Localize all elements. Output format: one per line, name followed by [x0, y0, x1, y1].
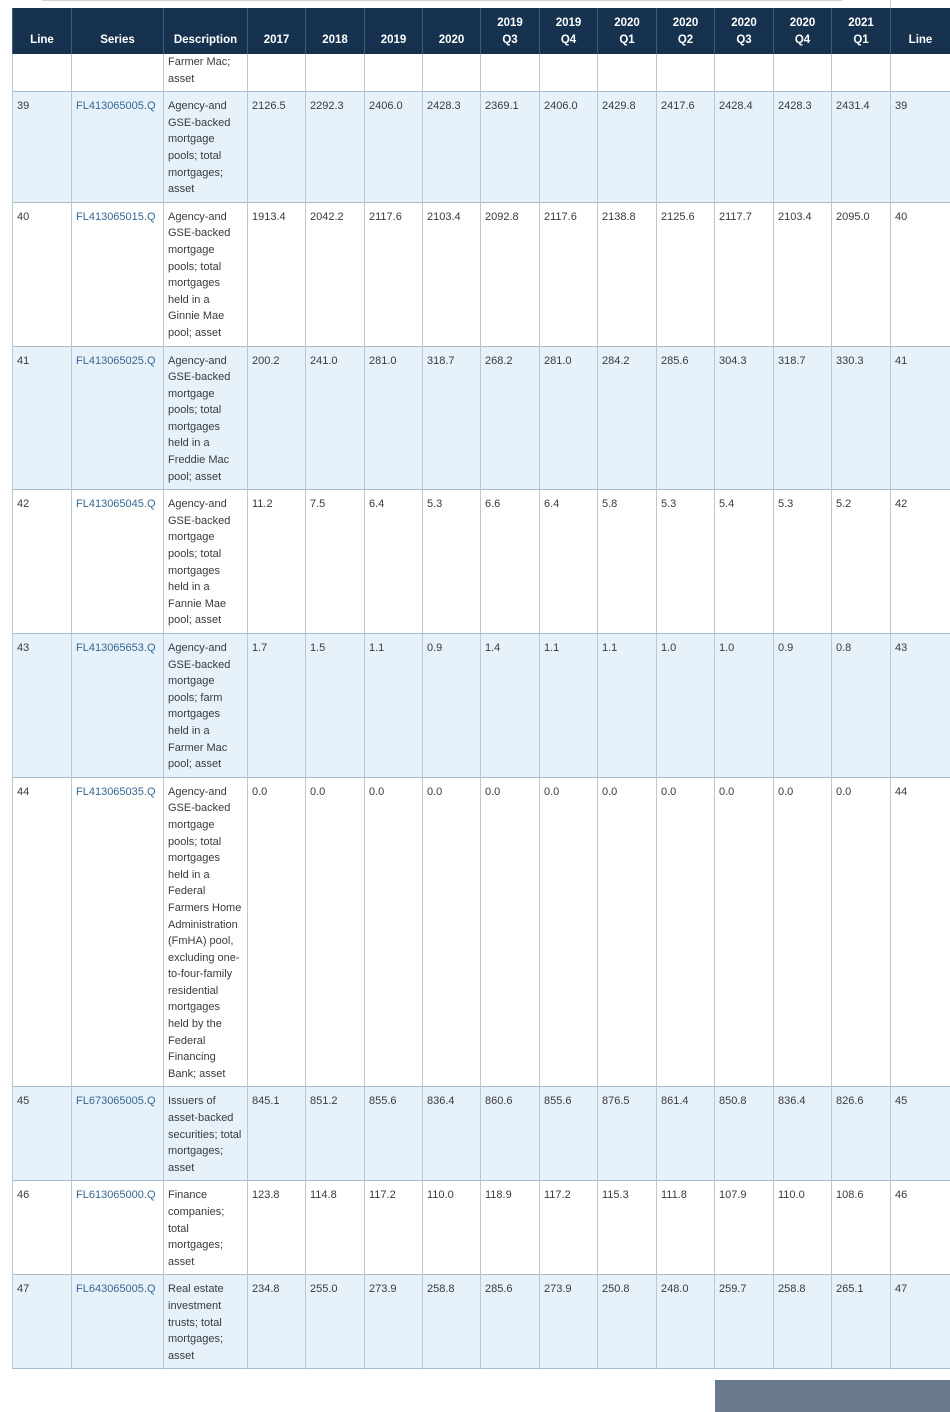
column-header[interactable] [715, 8, 774, 54]
cell-description: Agency-and GSE-backed mortgage pools; total mortgages; asset [164, 92, 248, 203]
cell-value: 5.2 [832, 490, 891, 634]
cell-value: 836.4 [423, 1087, 481, 1181]
cell-value: 0.0 [423, 777, 481, 1087]
cell-value: 281.0 [365, 346, 423, 490]
column-header-line2: Line [908, 34, 933, 46]
cell-value: 250.8 [598, 1275, 657, 1369]
column-header-line1: 2019 [497, 17, 523, 29]
table-header [13, 8, 950, 54]
cell-value: 1.0 [715, 634, 774, 778]
column-header-line2: Q1 [853, 34, 869, 46]
column-header[interactable] [13, 8, 72, 54]
cell-value: 2095.0 [832, 202, 891, 346]
cell-value: 845.1 [248, 1087, 306, 1181]
column-header[interactable] [423, 8, 481, 54]
cell-value: 2431.4 [832, 92, 891, 203]
cell-value: 6.6 [481, 490, 540, 634]
cell-value: 876.5 [598, 1087, 657, 1181]
cell-value: 248.0 [657, 1275, 715, 1369]
cell-value: 241.0 [306, 346, 365, 490]
column-header[interactable] [891, 8, 950, 54]
cell-value: 268.2 [481, 346, 540, 490]
cell-value: 234.8 [248, 1275, 306, 1369]
cell-value: 1.1 [365, 634, 423, 778]
cell-value: 2117.7 [715, 202, 774, 346]
cell-line-right: 42 [891, 490, 950, 634]
cell-line: 43 [13, 634, 72, 778]
table-row [13, 1087, 950, 1181]
cell-line: 42 [13, 490, 72, 634]
cell-value: 259.7 [715, 1275, 774, 1369]
cell-value: 2138.8 [598, 202, 657, 346]
table-row [13, 202, 950, 346]
series-link[interactable]: FL613065000.Q [72, 1181, 164, 1275]
cell-value: 2369.1 [481, 92, 540, 203]
cell-description: Real estate investment trusts; total mortgages; asset [164, 1275, 248, 1369]
column-header[interactable] [598, 8, 657, 54]
column-header[interactable] [832, 8, 891, 54]
cell-value: 6.4 [540, 490, 598, 634]
cell-line: 39 [13, 92, 72, 203]
cell-value: 304.3 [715, 346, 774, 490]
cell-value: 285.6 [657, 346, 715, 490]
cell-value: 2429.8 [598, 92, 657, 203]
cell-value: 200.2 [248, 346, 306, 490]
cell-line: 41 [13, 346, 72, 490]
cell-series [72, 54, 164, 92]
cell-value: 108.6 [832, 1181, 891, 1275]
cell-value: 861.4 [657, 1087, 715, 1181]
cell-value: 117.2 [365, 1181, 423, 1275]
cell-value: 258.8 [423, 1275, 481, 1369]
column-header-line2: Q3 [502, 34, 518, 46]
cell-value: 118.9 [481, 1181, 540, 1275]
cell-value: 836.4 [774, 1087, 832, 1181]
cell-value: 265.1 [832, 1275, 891, 1369]
series-link[interactable]: FL413065653.Q [72, 634, 164, 778]
cell-value: 7.5 [306, 490, 365, 634]
cell-value: 2103.4 [423, 202, 481, 346]
cell-value: 0.0 [306, 777, 365, 1087]
cell-value: 850.8 [715, 1087, 774, 1181]
cell-value: 114.8 [306, 1181, 365, 1275]
cell-value: 5.3 [657, 490, 715, 634]
cell-value: 273.9 [365, 1275, 423, 1369]
cell-line-right: 39 [891, 92, 950, 203]
cell-value: 255.0 [306, 1275, 365, 1369]
column-header-line1: 2020 [731, 17, 757, 29]
cell-value: 0.0 [248, 777, 306, 1087]
cell-value: 826.6 [832, 1087, 891, 1181]
cell-value: 2092.8 [481, 202, 540, 346]
cell-value: 0.8 [832, 634, 891, 778]
cell-value: 0.0 [598, 777, 657, 1087]
table-body [13, 54, 950, 1369]
cell-value: 1.1 [540, 634, 598, 778]
cell-value: 258.8 [774, 1275, 832, 1369]
column-header-line2: Q2 [677, 34, 694, 46]
cell-value: 117.2 [540, 1181, 598, 1275]
top-strip-edge [890, 0, 950, 8]
top-strip [12, 0, 950, 8]
cell-value: 855.6 [540, 1087, 598, 1181]
cell-value: 111.8 [657, 1181, 715, 1275]
cell-value: 5.4 [715, 490, 774, 634]
column-header-line1: 2019 [555, 17, 582, 29]
cell-line: 47 [13, 1275, 72, 1369]
cell-value: 5.3 [774, 490, 832, 634]
column-header-line2: 2020 [438, 34, 465, 46]
column-header-line2: Line [30, 34, 54, 46]
column-header[interactable] [306, 8, 365, 54]
series-link[interactable]: FL413065045.Q [72, 490, 164, 634]
cell-line-right: 44 [891, 777, 950, 1087]
column-header-line2: Q3 [736, 34, 752, 46]
cell-value: 2042.2 [306, 202, 365, 346]
cell-description: Agency-and GSE-backed mortgage pools; total mortgages held in a Federal Farmers Home Administration (FmHA) pool, excluding one-to-four-family residential mortgages held by the Federal Financing Bank; asset [164, 777, 248, 1087]
cell-value: 2126.5 [248, 92, 306, 203]
series-link[interactable]: FL643065005.Q [72, 1275, 164, 1369]
cell-line: 44 [13, 777, 72, 1087]
cell-value: 284.2 [598, 346, 657, 490]
cell-value: 2417.6 [657, 92, 715, 203]
header-row [13, 8, 950, 54]
series-link[interactable]: FL673065005.Q [72, 1087, 164, 1181]
column-header-line2: 2019 [380, 34, 407, 46]
cell-value: 0.0 [657, 777, 715, 1087]
data-table [12, 8, 950, 1369]
cell-line: 40 [13, 202, 72, 346]
column-header-line1: 2020 [672, 17, 699, 29]
cell-value: 5.8 [598, 490, 657, 634]
table-row [13, 634, 950, 778]
cell-line-right: 46 [891, 1181, 950, 1275]
cell-description: Agency-and GSE-backed mortgage pools; farm mortgages held in a Farmer Mac pool; asset [164, 634, 248, 778]
cell-line-right: 41 [891, 346, 950, 490]
column-header[interactable] [481, 8, 540, 54]
cell-description: Finance companies; total mortgages; asset [164, 1181, 248, 1275]
cell-value: 2406.0 [540, 92, 598, 203]
cell-value: 110.0 [423, 1181, 481, 1275]
cell-value: 851.2 [306, 1087, 365, 1181]
cell-value: 0.0 [481, 777, 540, 1087]
cell-value: 5.3 [423, 490, 481, 634]
cell-line: 46 [13, 1181, 72, 1275]
cell-description: Agency-and GSE-backed mortgage pools; total mortgages held in a Fannie Mae pool; asset [164, 490, 248, 634]
column-header[interactable] [774, 8, 832, 54]
table-row [13, 92, 950, 203]
cell-value: 107.9 [715, 1181, 774, 1275]
cell-line: 45 [13, 1087, 72, 1181]
cell-value: 1.1 [598, 634, 657, 778]
table-row-partial [13, 54, 950, 92]
cell-value: 2117.6 [540, 202, 598, 346]
cell-value: 6.4 [365, 490, 423, 634]
table-row [13, 1275, 950, 1369]
cell-value: 273.9 [540, 1275, 598, 1369]
cell-description: Agency-and GSE-backed mortgage pools; total mortgages held in a Freddie Mac pool; asset [164, 346, 248, 490]
cell-line [13, 54, 72, 92]
cell-line-right: 40 [891, 202, 950, 346]
cell-value: 2125.6 [657, 202, 715, 346]
column-header-line2: Q4 [794, 34, 811, 46]
cell-value: 0.0 [715, 777, 774, 1087]
column-header-line1: 2020 [789, 17, 816, 29]
column-header-line2: 2017 [263, 34, 290, 46]
cell-value: 1.0 [657, 634, 715, 778]
cell-description: Agency-and GSE-backed mortgage pools; total mortgages held in a Ginnie Mae pool; asset [164, 202, 248, 346]
table-row [13, 490, 950, 634]
cell-description: Issuers of asset-backed securities; total mortgages; asset [164, 1087, 248, 1181]
cell-value: 1.7 [248, 634, 306, 778]
cell-value: 11.2 [248, 490, 306, 634]
cell-value: 281.0 [540, 346, 598, 490]
column-header-line1: 2021 [848, 17, 874, 29]
column-header[interactable] [657, 8, 715, 54]
cell-value: 1.5 [306, 634, 365, 778]
cell-value: 860.6 [481, 1087, 540, 1181]
cell-value: 0.9 [423, 634, 481, 778]
table-row [13, 777, 950, 1087]
column-header-line2: Q4 [560, 34, 577, 46]
cell-description: Farmer Mac; asset [164, 54, 248, 92]
column-header-line2: Series [100, 34, 135, 46]
cell-value: 2406.0 [365, 92, 423, 203]
cell-value: 330.3 [832, 346, 891, 490]
cell-value: 285.6 [481, 1275, 540, 1369]
cell-value: 123.8 [248, 1181, 306, 1275]
cell-value: 0.0 [774, 777, 832, 1087]
cell-line-right: 47 [891, 1275, 950, 1369]
cell-value: 2117.6 [365, 202, 423, 346]
footer-bar [715, 1380, 950, 1412]
cell-value: 2292.3 [306, 92, 365, 203]
cell-value: 0.0 [832, 777, 891, 1087]
cell-value: 855.6 [365, 1087, 423, 1181]
cell-value: 2428.4 [715, 92, 774, 203]
column-header[interactable] [540, 8, 598, 54]
cell-line-right: 45 [891, 1087, 950, 1181]
table-row [13, 1181, 950, 1275]
cell-value: 2428.3 [423, 92, 481, 203]
table-row [13, 346, 950, 490]
series-link[interactable]: FL413065005.Q [72, 92, 164, 203]
series-link[interactable]: FL413065035.Q [72, 777, 164, 1087]
cell-line-right: 43 [891, 634, 950, 778]
series-link[interactable]: FL413065025.Q [72, 346, 164, 490]
column-header-line2: 2018 [322, 34, 348, 46]
cell-value: 0.9 [774, 634, 832, 778]
cell-value: 1.4 [481, 634, 540, 778]
cell-value: 115.3 [598, 1181, 657, 1275]
cell-value: 1913.4 [248, 202, 306, 346]
cell-value: 0.0 [365, 777, 423, 1087]
column-header[interactable] [365, 8, 423, 54]
cell-value: 2103.4 [774, 202, 832, 346]
cell-value: 2428.3 [774, 92, 832, 203]
column-header[interactable] [164, 8, 248, 54]
series-link[interactable]: FL413065015.Q [72, 202, 164, 346]
column-header-line2: Description [173, 34, 238, 46]
column-header-line2: Q1 [619, 34, 635, 46]
column-header-line1: 2020 [614, 17, 640, 29]
cell-value: 318.7 [774, 346, 832, 490]
cell-value: 110.0 [774, 1181, 832, 1275]
cell-value: 0.0 [540, 777, 598, 1087]
column-header[interactable] [248, 8, 306, 54]
cell-value: 318.7 [423, 346, 481, 490]
column-header[interactable] [72, 8, 164, 54]
